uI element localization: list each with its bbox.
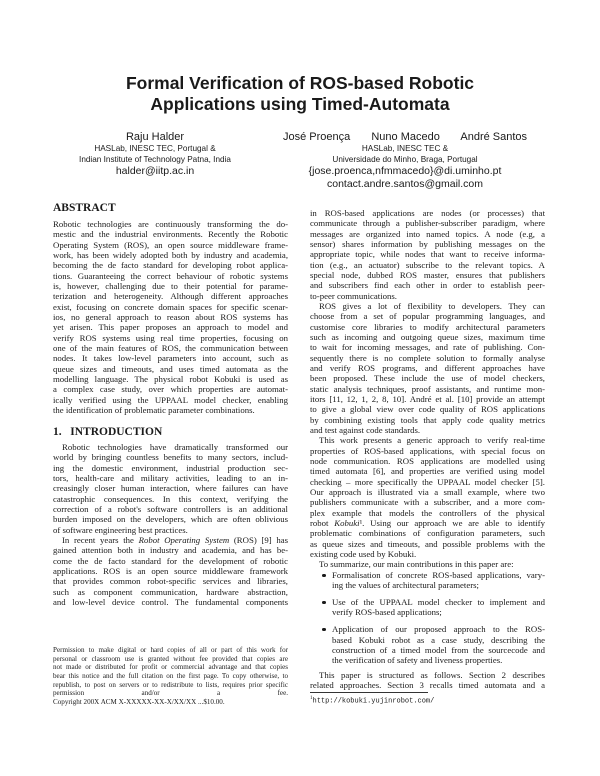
text-line: and test against code standards.: [310, 424, 421, 435]
paragraph: [332, 570, 545, 591]
introduction-heading: 1. INTRODUCTION: [53, 426, 163, 438]
text-line: mestic and the industrial environments. Recently the Robotic: [53, 229, 288, 240]
text-line: problematic combinations of configuration parameters, such: [310, 528, 545, 539]
closing-paragraph: [310, 670, 545, 691]
text-line: This work presents a generic approach to verify real-time: [319, 435, 545, 446]
text-line: sensor) shares information by publishing messages on the: [310, 238, 545, 249]
text-line: such as incoming and outgoing queue sizes, maximum time: [310, 331, 545, 342]
text-line: come the de facto standard for the development of robotic: [53, 555, 288, 566]
text-line: queue sizes and timeouts, and uses timed automata as the: [53, 363, 288, 374]
text-line: to give a global view over code quality of ROS applications: [310, 404, 545, 415]
text-line: [53, 535, 288, 545]
text-line: modelling language. The physical robot Kobuki is used as: [53, 373, 288, 384]
text-segment: In recent years the: [62, 534, 139, 545]
text-line: Formalisation of concrete ROS-based applications, vary-: [332, 570, 545, 580]
title-line: Formal Verification of ROS-based Robotic: [125, 73, 475, 93]
author-name: André Santos: [460, 131, 528, 143]
text-line: verify ROS-based applications;: [332, 607, 442, 618]
text-line: world by bringing countless benefits to many sectors, includ-: [53, 452, 288, 463]
text-line: one of the main features of ROS, the communication between: [53, 342, 288, 353]
author-name: Nuno Macedo: [371, 131, 440, 143]
text-line: applications. ROS is an open source middleware framework: [53, 565, 288, 576]
text-line: such as component communication, hardware abstraction,: [53, 586, 288, 597]
text-line: creasingly closer human interaction, where failures can have: [53, 483, 288, 494]
text-line: node communication. ROS applications are modelled using: [310, 455, 545, 466]
paragraph: [310, 301, 545, 435]
author-affiliation: HASLab, INESC TEC &: [361, 144, 449, 153]
text-line: special node, dubbed ROS master, ensures that publishers: [310, 269, 545, 280]
text-line: sequently there is no complete solution to formally analyse: [310, 352, 545, 363]
paragraph: [53, 219, 288, 415]
text-line: customise core libraries to modify architectural parameters: [310, 321, 545, 332]
text-line: and low-level device control. The fundamental components: [53, 596, 288, 607]
text-line: a complex case study, over which properties are automat-: [53, 384, 288, 395]
text-line: [310, 518, 545, 528]
text-line: messages are organized into named topics. A node (e.g, a: [310, 228, 545, 239]
text-line: timed automata [6], and properties are verified using model: [310, 466, 545, 477]
list-item: [310, 624, 545, 665]
text-line: terization and heterogeneity. Although different approaches: [53, 291, 288, 302]
abstract-body: [53, 219, 288, 415]
text-segment: ¹. Using our approach we are able to identify: [359, 517, 545, 528]
text-line: gained attention both in industry and academia, and has be-: [53, 545, 288, 556]
text-line: Use of the UPPAAL model checker to implement and: [332, 597, 545, 608]
title-line: Applications using Timed-Automata: [150, 94, 450, 114]
text-line: nodes. It takes low-level parameters into account, such as: [53, 353, 288, 364]
text-line: the identification of problematic parameter combinations.: [53, 404, 255, 415]
text-line: work, has been widely adopted both by industry and academia,: [53, 249, 288, 260]
text-line: permission and/or a fee.: [53, 689, 288, 698]
text-segment: (ROS) [9] has: [229, 534, 289, 545]
abstract-heading: ABSTRACT: [53, 202, 116, 214]
text-line: ing the values of architectural parameters;: [332, 580, 479, 591]
text-line: exist, focusing on concrete domain spaces for specific scenar-: [53, 301, 288, 312]
footnote-divider: [310, 692, 428, 693]
text-line: yet arisen. This paper proposes an approach to model and: [53, 322, 288, 333]
permission-notice: [53, 646, 288, 707]
text-line: that provides common robot-specific services and libraries,: [53, 576, 288, 587]
contributions-list: [310, 570, 545, 672]
text-line: not made or distributed for profit or commercial advantage and that copies: [53, 663, 288, 672]
text-line: Copyright 200X ACM X-XXXXX-XX-X/XX/XX ...$10.00.: [53, 698, 225, 707]
footnote: [310, 696, 434, 705]
text-line: catastrophic consequences. In this context, verifying the: [53, 493, 288, 504]
text-line: communicate through a publisher-subscriber paradigm, where: [310, 218, 545, 229]
text-line: existing code used by Kobuki.: [310, 548, 417, 559]
bullet-icon: [322, 601, 326, 605]
footnote-url[interactable]: http://kobuki.yujinrobot.com/: [312, 697, 435, 706]
paragraph: [332, 597, 545, 618]
text-line: appropriate topic, while nodes that want to receive informa-: [310, 249, 545, 260]
text-line: republish, to post on servers or to redistribute to lists, requires prior specific: [53, 680, 288, 689]
text-line: static analysis techniques, proof assistants, and runtime mon-: [310, 383, 545, 394]
emphasized-text: Kobuki: [334, 517, 360, 528]
text-line: To summarize, our main contributions in this paper are:: [319, 559, 514, 570]
text-line: ROS gives a lot of flexibility to developers. They can: [319, 300, 545, 311]
text-line: of software engineering best practices.: [53, 524, 188, 535]
text-line: verify ROS systems using real time properties, focusing on: [53, 332, 288, 343]
text-line: by combining existing tools that apply code quality metrics: [310, 414, 545, 425]
text-line: related approaches. Section 3 recalls timed automata and a: [310, 680, 545, 691]
emphasized-text: Robot Operating System: [138, 534, 230, 545]
text-line: burden imposed on the developers, which are often oblivious: [53, 514, 288, 525]
list-item: [310, 570, 545, 591]
right-column-body: [310, 208, 545, 569]
author-affiliation: Universidade do Minho, Braga, Portugal: [332, 154, 478, 164]
text-line: Robotic technologies are continuously transforming the do-: [53, 219, 288, 229]
text-line: Permission to make digital or hard copies of all or part of this work for: [53, 646, 288, 654]
paragraph: [310, 435, 545, 559]
text-line: is, however, challenging due to their potential for parame-: [53, 280, 288, 291]
paragraph: [310, 208, 545, 301]
text-line: Application of our proposed approach to the ROS-: [332, 624, 545, 635]
text-line: plex example that models the controllers of the physical: [310, 507, 545, 518]
author-affiliation: HASLab, INESC TEC, Portugal &: [94, 144, 216, 153]
text-segment: robot: [310, 517, 335, 528]
paragraph: [53, 442, 288, 535]
text-line: construction of a timed model from the sourcecode and: [332, 644, 545, 655]
text-line: been proposed. These include the use of model checkers,: [310, 373, 545, 384]
bullet-icon: [322, 628, 326, 632]
paragraph: [53, 535, 288, 607]
text-line: personal or classroom use is granted without fee provided that copies are: [53, 654, 288, 663]
text-line: becoming the de facto standard for developing robot applica-: [53, 260, 288, 271]
paragraph: [310, 559, 545, 569]
text-line: checking – more specifically the UPPAAL model checker [5].: [310, 476, 545, 487]
author-email: halder@iitp.ac.in: [115, 165, 195, 177]
text-line: in ROS-based applications are nodes (or processes) that: [310, 208, 545, 218]
author-email: {jose.proenca,nfmmacedo}@di.uminho.pt: [308, 165, 502, 177]
text-line: ing the domestic environment, industrial production sec-: [53, 462, 288, 473]
text-line: choose from a set of popular programming languages, and: [310, 311, 545, 322]
text-line: ios, no general approach to reason about ROS systems has: [53, 311, 288, 322]
text-line: as queue sizes and timeouts, and possible problems with the: [310, 538, 545, 549]
text-line: Robotic technologies have dramatically transformed our: [62, 442, 288, 452]
text-line: bear this notice and the full citation on the first page. To copy otherwise, to: [53, 672, 288, 681]
paper-title: [0, 73, 600, 115]
text-line: properties of ROS-based applications, with special focus on: [310, 445, 545, 456]
introduction-body: [53, 442, 288, 607]
text-line: the verification of safety and liveness properties.: [332, 655, 503, 666]
text-line: tion (e.g., an actuator) subscribe to the relevant topics. A: [310, 259, 545, 270]
footnote-mark: 1: [310, 696, 313, 701]
text-line: to wait for incoming messages, and rate of publishing. Con-: [310, 342, 545, 353]
paragraph: [332, 624, 545, 665]
text-line: tors, health-care and military activities, leading to an in-: [53, 472, 288, 483]
author-affiliation: Indian Institute of Technology Patna, India: [79, 154, 231, 164]
paragraph: [53, 646, 288, 707]
text-line: Operating System (ROS), an open source middleware frame-: [53, 239, 288, 250]
text-line: Our approach is illustrated via a small example, where two: [310, 486, 545, 497]
author-name: José Proença: [282, 131, 351, 143]
text-line: and subscribers find each other in order to establish peer-: [310, 280, 545, 291]
author-name: Raju Halder: [125, 131, 185, 143]
list-item: [310, 597, 545, 618]
text-line: ically verified using the UPPAAL model checker, enabling: [53, 394, 288, 405]
author-names: [280, 131, 530, 144]
author-email: contact.andre.santos@gmail.com: [327, 177, 483, 190]
text-line: This paper is structured as follows. Section 2 describes: [319, 670, 545, 680]
text-line: and verify ROS programs, and different approaches have: [310, 362, 545, 373]
author-block-group: [280, 131, 530, 190]
author-block-halder: [40, 131, 270, 178]
text-line: to-peer communications.: [310, 290, 397, 301]
text-line: tions. Guaranteeing the correct behaviour of robotic systems: [53, 270, 288, 281]
text-line: itors [11, 12, 1, 2, 8, 10]. André et al. [10] provide an attempt: [310, 393, 545, 404]
paragraph: [310, 670, 545, 691]
text-line: based Kobuki robot as a case study, describing the: [332, 634, 545, 645]
bullet-icon: [322, 574, 326, 578]
text-line: correction of a robot's software controllers is an additional: [53, 503, 288, 514]
text-line: publishers communicate with a subscriber, and a more com-: [310, 497, 545, 508]
